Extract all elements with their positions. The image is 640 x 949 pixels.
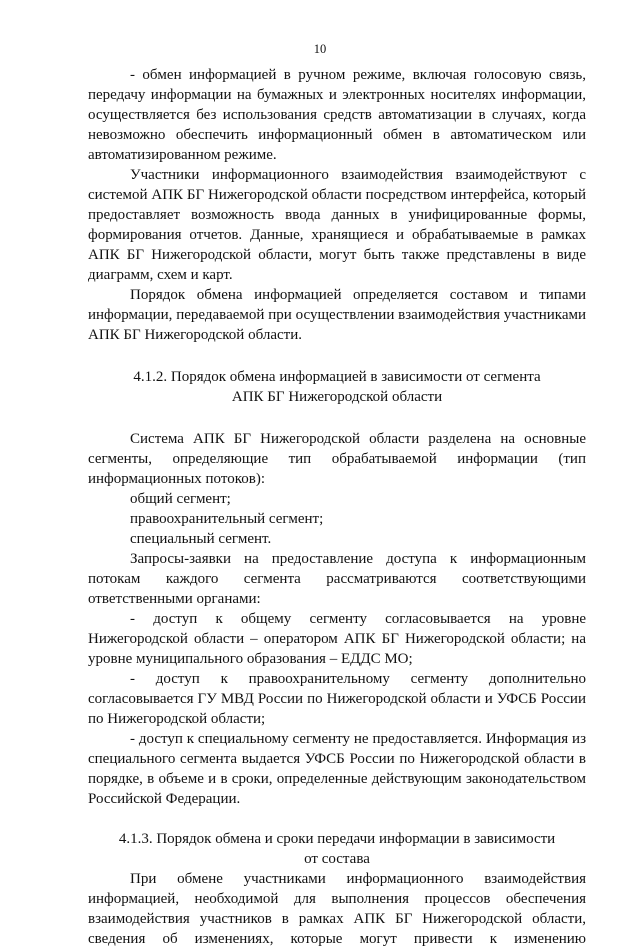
section-heading-line: от состава (304, 851, 370, 867)
section-heading-line: 4.1.3. Порядок обмена и сроки передачи информации в зависимости (118, 831, 556, 847)
spacer (88, 809, 586, 829)
paragraph-exchange-order: Порядок обмена информацией определяется составом и типами информации, передаваемой при осуществлении взаимодействия участниками АПК БГ Нижегородской области. (88, 287, 586, 343)
paragraph-manual-exchange: - обмен информацией в ручном режиме, включая голосовую связь, передачу информации на бумажных и электронных носителях информации, осуществляется без использования средств автоматизации в случаях, когда невозможно обеспечить информационный обмен в автоматическом или автоматизированном режиме. (88, 67, 586, 163)
list-item: специальный сегмент. (130, 531, 272, 547)
section-heading-4-1-2 (88, 367, 586, 407)
list-item: правоохранительный сегмент; (130, 511, 324, 527)
paragraph-special-access: - доступ к специальному сегменту не предоставляется. Информация из специального сегмента выдается УФСБ России по Нижегородской области в порядке, в объеме и в сроки, определенные действующим законодательством Российской Федерации. (88, 731, 586, 807)
section-heading-line: АПК БГ Нижегородской области (231, 389, 443, 405)
page-number: 10 (313, 42, 327, 56)
paragraph-access-requests: Запросы-заявки на предоставление доступа к информационным потокам каждого сегмента рассматриваются соответствующими ответственными органами: (88, 551, 586, 607)
section-heading-line: 4.1.2. Порядок обмена информацией в зависимости от сегмента (133, 369, 541, 385)
spacer (88, 345, 586, 367)
list-item: общий сегмент; (130, 491, 231, 507)
paragraph-general-access: - доступ к общему сегменту согласовывается на уровне Нижегородской области – оператором АПК БГ Нижегородской области; на уровне муниципального образования – ЕДДС МО; (88, 611, 586, 667)
paragraph-law-enforcement-access: - доступ к правоохранительному сегменту дополнительно согласовывается ГУ МВД России по Нижегородской области и УФСБ России по Нижегородской области; (88, 671, 586, 727)
paragraph-interface: Участники информационного взаимодействия взаимодействуют с системой АПК БГ Нижегородской области посредством интерфейса, который предоставляет возможность ввода данных в унифицированные формы, формирования отчетов. Данные, хранящиеся и обрабатываемые в рамках АПК БГ Нижегородской области, могут быть также представлены в виде диаграмм, схем и карт. (88, 167, 586, 283)
paragraph-exchange-participants: При обмене участниками информационного взаимодействия информацией, необходимой для выполнения процессов обеспечения взаимодействия участников в рамках АПК БГ Нижегородской области, сведения об изменениях, которые могут привести к изменению (88, 871, 586, 947)
document-body (88, 65, 586, 949)
spacer (88, 407, 586, 429)
section-heading-4-1-3 (88, 829, 586, 869)
paragraph-segments: Система АПК БГ Нижегородской области разделена на основные сегменты, определяющие тип обрабатываемой информации (тип информационных потоков): (88, 431, 586, 487)
